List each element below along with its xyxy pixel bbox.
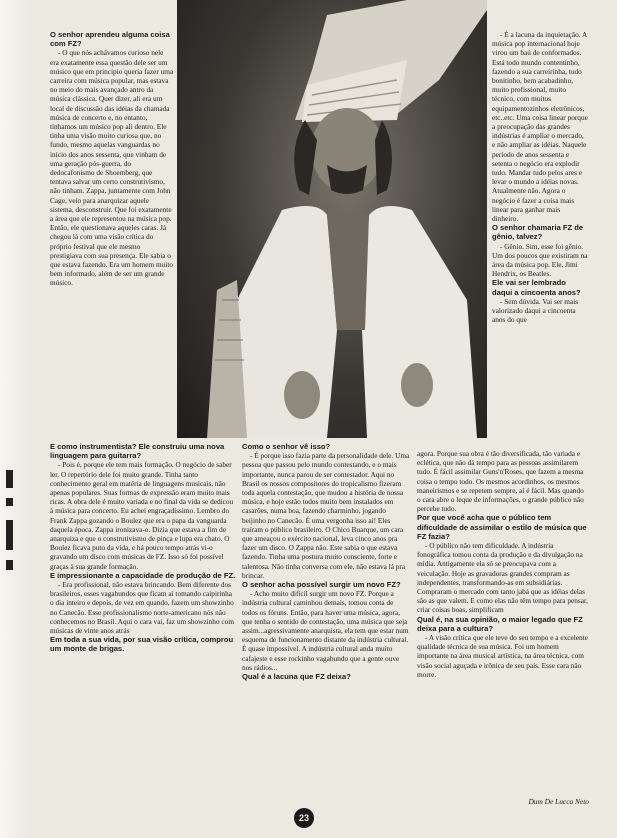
interview-question: Ele vai ser lembrado daqui a cincoenta anos? [492,278,581,297]
interview-answer: - Acho muito difícil surgir um novo FZ. Porque a indústria cultural caminhou demais, tomou conta de todos os fóruns. Então, para haver uma música, agora, que tenha o sentido de contestação, uma música que seja assim...agressivamente anarquista, ela tem que estar num esquema de funcionamento distante da indústria cultural. É quase impossível. A indústria cultural anda muito cafajeste e esse rockinho vagabundo que a gente ouve nos rádios... [242,589,409,672]
page-left-margin [0,0,44,838]
interview-answer-continued: agora. Porque sua obra é tão diversificada, tão variada e eclética, que não dá tempo para as pessoas assimilarem tudo. É fácil assimilar Guns'n'Roses, que fazem a mesma coisa o tempo todo. Os mesmos acordinhos, os mesmos maneirismos e se repetem sempre, aí é fácil. Mas quando o cara abre o leque de informações, o grande público não percebe tudo. [417,449,584,514]
interview-question: Por que você acha que o público tem dificuldade de assimilar o estilo de música que FZ fazia? [417,513,587,541]
interview-answer: - O público não tem dificuldade. A indústria fonográfica tomou conta da produção e da divulgação na mídia. Antigamente ela só se preocupava com a veiculação. Hoje as gravadoras grandes compram as independentes, transformando-as em subsidiárias. Compraram o mercado com tanto jabá que as idéias delas são as que valem. E como elas não têm tempo para pensar, criar coisas boas, simplificam [417,541,588,615]
binding-mark [6,560,13,570]
page-number: 23 [294,808,314,828]
interview-answer: - O que nós achávamos curioso nele era exatamente essa questão dele ser um músico que em princípio queria fazer uma carreira com música popular, mas estava no meio do mais avançado antro da música clássica. Quer dizer, ali era um local de discussão das idéias da chamada música de concerto e, no entanto, tínhamos um músico pop ali dentro. Ele tinha uma visão muito curiosa que, no fundo, mesmo aquelas vanguardas no início dos anos sessenta, que vinham de uma geração pós-guerra, do dedocafonismo de Shoemberg, que tentava salvar um certo construtivismo, não tinham. Zappa, juntamente com John Cage, veio para anarquizar aquele sistema, desconstruir. Que foi exatamente a área que ele representou na música pop. Então, ele questionava aqueles caras. Já chegou lá com uma visão crítica do próprio festival que ele mesmo prestigiava com sua presença. Ele sabia o que estava fazendo. Era um homem muito bem informado, além de ser um grande músico. [50,48,174,288]
binding-mark [6,520,13,550]
column-left-top [50,30,174,288]
column-right-bottom [417,449,588,679]
interview-answer: - É a lacuna da inquietação. A música pop internacional hoje virou um baú de conformados. Está todo mundo contentinho, fazendo a sua carreirinha, tudo bonitinho, bem acabadinho, muito profissional, muito técnico, com muitos equipamentozinhos eletrônicos, etc..etc. Uma coisa linear porque a preocupação das grandes indústrias é ampliar o mercado, e não ampliar as idéias. Naquele período de anos sessenta e setenta o negócio era explodir tudo. Mandar tudo pelos ares e levar o mundo a idéias novas. Atualmente não. Agora o negócio é fazer a coisa mais linear para ganhar mais dinheiro. [492,30,588,224]
interview-answer: - Pois é, porque ele tem mais formação. O negócio de saber ler. O repertório dele foi muito grande. Tinha tanto conhecimento geral em matéria de linguagens musicais, não apenas populares. Suas formas de expressão eram muito mais ricas. A obra dele é muito variada e no final da vida se dedicou à música para concerto. Eu achei engraçadíssimo. Lembro do Frank Zappa gozando o Boulez que era o papa da vanguarda daquela época. Zappa ironizava-o. Dizia que estava a fim de anarquiza e que o construtivismo de pinça e lupa era chato. O Boulez ficava puto da vida, e há pouco tempo atrás vi-o gravando um disco com músicas de FZ. Isso só foi possível graças à sua grande formação. [50,460,234,571]
interview-answer: - Era profissional, não estava brincando. Bem diferente dos brasileiros, esses vagabundos que ficam aí tomando caipirinha o dia inteiro e depois, de vez em quando, fazem um showzinho no Canecão. Esse profissionalismo norte-americano nós não conhecemos no Brasil. Aqui o cara vai, faz um showzinho com músicas de vinte anos atrás [50,580,234,636]
interview-question: E impressionante a capacidade de produção de FZ. [50,570,236,580]
photo-illustration [177,0,487,438]
interview-question: E como instrumentista? Ele construiu uma nova linguagem para guitarra? [50,442,225,461]
interview-answer: - É porque isso fazia parte da personalidade dele. Uma pessoa que passou pelo mundo contestando, e o mais importante, nunca parou de ser contestador. Aqui no Brasil os nossos compositores do tropicalismo fizeram toda aquela contestação, que mudou a história de nossa música, e hoje estão todos muito bem instalados em casarões, numa boa, fazendo charminho, jogando beijinho no Canecão. É uma vergonha isso aí! Eles traíram o público brasileiro. O Chico Buarque, um cara que ameaçou o exército nacional, leva cinco anos pra fazer um disco. O Zappa não. Este sabia o que estava fazendo. Tinha uma postura muito consciente, forte e talentosa. Não tinha conversa com ele, não estava lá pra brincar. [242,451,410,580]
interview-question: Em toda a sua vida, por sua visão crítica, comprou um monte de brigas. [50,635,234,654]
interview-question: Como o senhor vê isso? [242,442,331,451]
interview-question: Qual é a lacuna que FZ deixa? [242,672,351,682]
binding-mark [6,470,13,488]
frank-zappa-photo [177,0,487,438]
interview-question: Qual é, na sua opinião, o maior legado que FZ deixa para a cultura? [417,614,583,633]
interview-answer: - Sem dúvida. Vai ser mais valorizado daqui a cincoenta anos do que [492,296,579,325]
column-middle [242,442,410,681]
binding-mark [6,498,13,506]
column-right-top [492,30,588,325]
interview-question: O senhor acha possível surgir um novo FZ? [242,580,401,590]
interview-answer: - Gênio. Sim, esse foi gênio. Um dos poucos que existiram na área da música pop. Ele, Jimi Hendrix, os Beatles. [492,241,588,279]
column-left-bottom [50,442,236,654]
interview-question: O senhor aprendeu alguma coisa com FZ? [50,30,170,49]
interview-question: O senhor chamaria FZ de gênio, talvez? [492,223,584,242]
interview-answer: - A visão crítica que ele teve do seu tempo e a excelente qualidade técnica de sua música. Foi um homem importante na área musical artística, na área técnica, com visão social aguçada e irônica de seu país. Esse cara não morre. [417,633,588,679]
author-credit: Dum De Lucca Neto [528,797,589,806]
